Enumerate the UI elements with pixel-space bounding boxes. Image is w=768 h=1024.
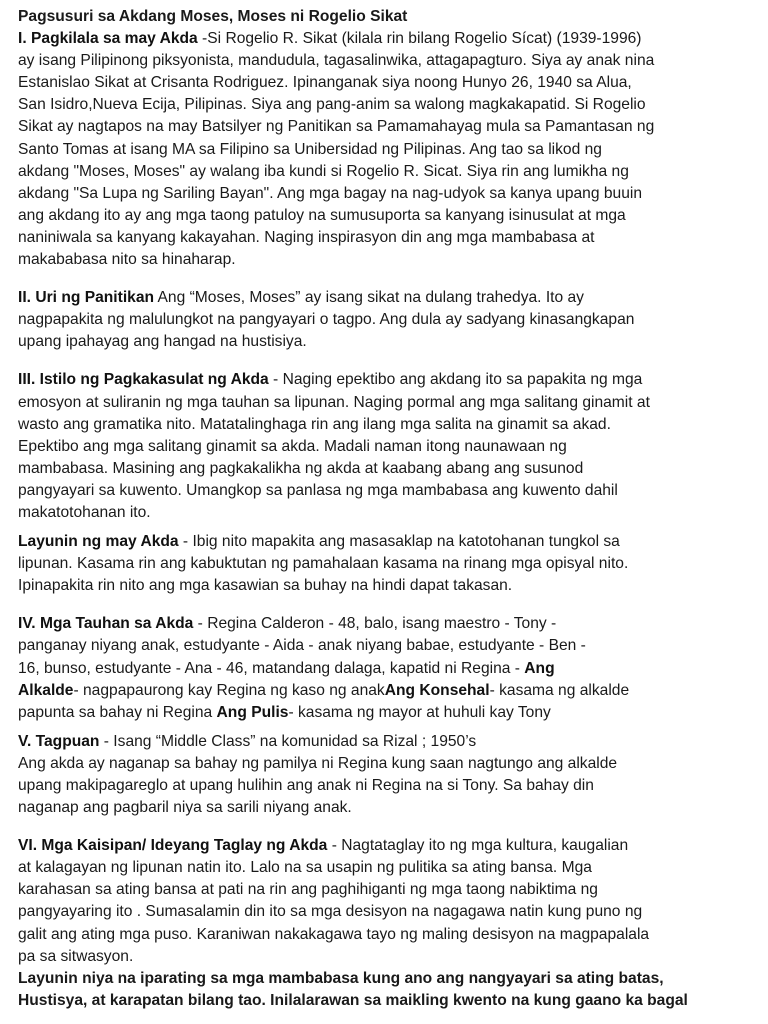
- section-heading: I. Pagkilala sa may Akda: [18, 30, 198, 48]
- tauhan-text: - kasama ng mayor at huhuli kay Tony: [288, 703, 551, 721]
- section-heading: III. Istilo ng Pagkakasulat ng Akda: [18, 371, 269, 389]
- section-body: -Si Rogelio R. Sikat (kilala rin bilang Rogelio Sícat) (1939-1996) ay isang Pilipinong piksyonista, mandudula, tagasalinwika, attagapagturo. Siya ay anak nina Estanislao Sikat at Crisanta Rodriguez. Ipinanganak siya noong Hunyo 26, 1940 sa Alua, San Isidro,Nueva Ecija, Pilipinas. Siya ang pang-anim sa walong magkakapatid. Si Rogelio Sikat ay nagtapos na may Batsilyer ng Panitikan sa Pamamahayag mula sa Pamantasan ng Santo Tomas at isang MA sa Filipino sa Unibersidad ng Pilipinas. Ang tao sa likod ng akdang "Moses, Moses" ay walang iba kundi si Rogelio R. Sicat. Siya rin ang lumikha ng akdang "Sa Lupa ng Sariling Bayan". Ang mga bagay na nag-udyok sa kanya upang buuin ang akdang ito ay ang mga taong patuloy na sumusuporta sa kanyang isinusulat at mga naniniwala sa kanyang kakayahan. Naging inspirasyon din ang mga mambabasa at makababasa nito sa hinaharap.: [18, 30, 655, 269]
- section-mga-tauhan: [18, 613, 754, 723]
- section-heading: II. Uri ng Panitikan: [18, 289, 155, 307]
- tauhan-text: - kasama ng alkalde papunta sa bahay ni Regina: [18, 681, 630, 721]
- section-heading: IV. Mga Tauhan sa Akda: [18, 615, 194, 633]
- tauhan-alkalde: Ang Alkalde: [18, 659, 555, 699]
- section-tagpuan: [18, 731, 754, 819]
- section-heading: Layunin ng may Akda: [18, 533, 179, 551]
- section-body: - Ibig nito mapakita ang masasaklap na katotohanan tungkol sa lipunan. Kasama rin ang kabuktutan ng pamahalaan kasama na rinang mga opisyal nito. Ipinapakita rin nito ang mga kasawian sa buhay na hindi dapat takasan.: [18, 533, 629, 595]
- section-uri-ng-panitikan: [18, 287, 754, 353]
- section-kaisipan: [18, 835, 754, 968]
- section-body: Ang “Moses, Moses” ay isang sikat na dulang trahedya. Ito ay nagpapakita ng malulungkot na pangyayari o tagpo. Ang dula ay sadyang kinasangkapan upang ipahayag ang hangad na hustisiya.: [18, 289, 635, 351]
- section-layunin: [18, 531, 754, 597]
- tauhan-text: - Regina Calderon - 48, balo, isang maestro - Tony - panganay niyang anak, estudyante - Aida - anak niyang babae, estudyante - Ben - 16, bunso, estudyante - Ana - 46, matandang dalaga, kapatid ni Regina -: [18, 615, 586, 677]
- tauhan-text: - nagpapaurong kay Regina ng kaso ng anak: [73, 681, 385, 699]
- section-heading: VI. Mga Kaisipan/ Ideyang Taglay ng Akda: [18, 837, 328, 855]
- tauhan-konsehal: Ang Konsehal: [384, 681, 490, 699]
- tauhan-pulis: Ang Pulis: [216, 703, 289, 721]
- closing-paragraph: Layunin niya na iparating sa mga mambabasa kung ano ang nangyayari sa ating batas, Hustisya, at karapatan bilang tao. Inilalarawan sa maikling kwento na kung gaano ka bagal: [18, 969, 688, 1009]
- section-heading: V. Tagpuan: [18, 732, 100, 750]
- section-pagkilala: [18, 28, 754, 271]
- section-body: - Nagtataglay ito ng mga kultura, kaugalian at kalagayan ng lipunan natin ito. Lalo na sa usapin ng pulitika sa ating bansa. Mga karahasan sa ating bansa at pati na rin ang paghihiganti ng mga taong nabiktima ng pangyayaring ito . Sumasalamin din ito sa mga desisyon na nagagawa natin kung puno ng galit ang ating mga puso. Karaniwan nakakagawa tayo ng maling desisyon na magpapalala pa sa sitwasyon.: [18, 837, 650, 965]
- section-body: - Naging epektibo ang akdang ito sa papakita ng mga emosyon at suliranin ng mga tauhan sa lipunan. Naging pormal ang mga salitang ginamit at wasto ang gramatika nito. Matatalinghaga rin ang ilang mga salita na ginamit sa akad. Epektibo ang mga salitang ginamit sa akda. Madali naman itong naunawaan ng mambabasa. Masining ang pagkakalikha ng akda at kaabang abang ang susunod pangyayari sa kuwento. Umangkop sa panlasa ng mga mambabasa ang kuwento dahil makatotohanan ito.: [18, 371, 650, 521]
- document-title: Pagsusuri sa Akdang Moses, Moses ni Rogelio Sikat: [18, 8, 408, 25]
- section-body: - Isang “Middle Class” na komunidad sa Rizal ; 1950’s Ang akda ay naganap sa bahay ng pamilya ni Regina kung saan nagtungo ang alkalde upang makipagareglo at upang hulihin ang anak ni Regina na si Tony. Sa bahay din naganap ang pagbaril niya sa sarili niyang anak.: [18, 732, 618, 817]
- section-istilo: [18, 369, 754, 524]
